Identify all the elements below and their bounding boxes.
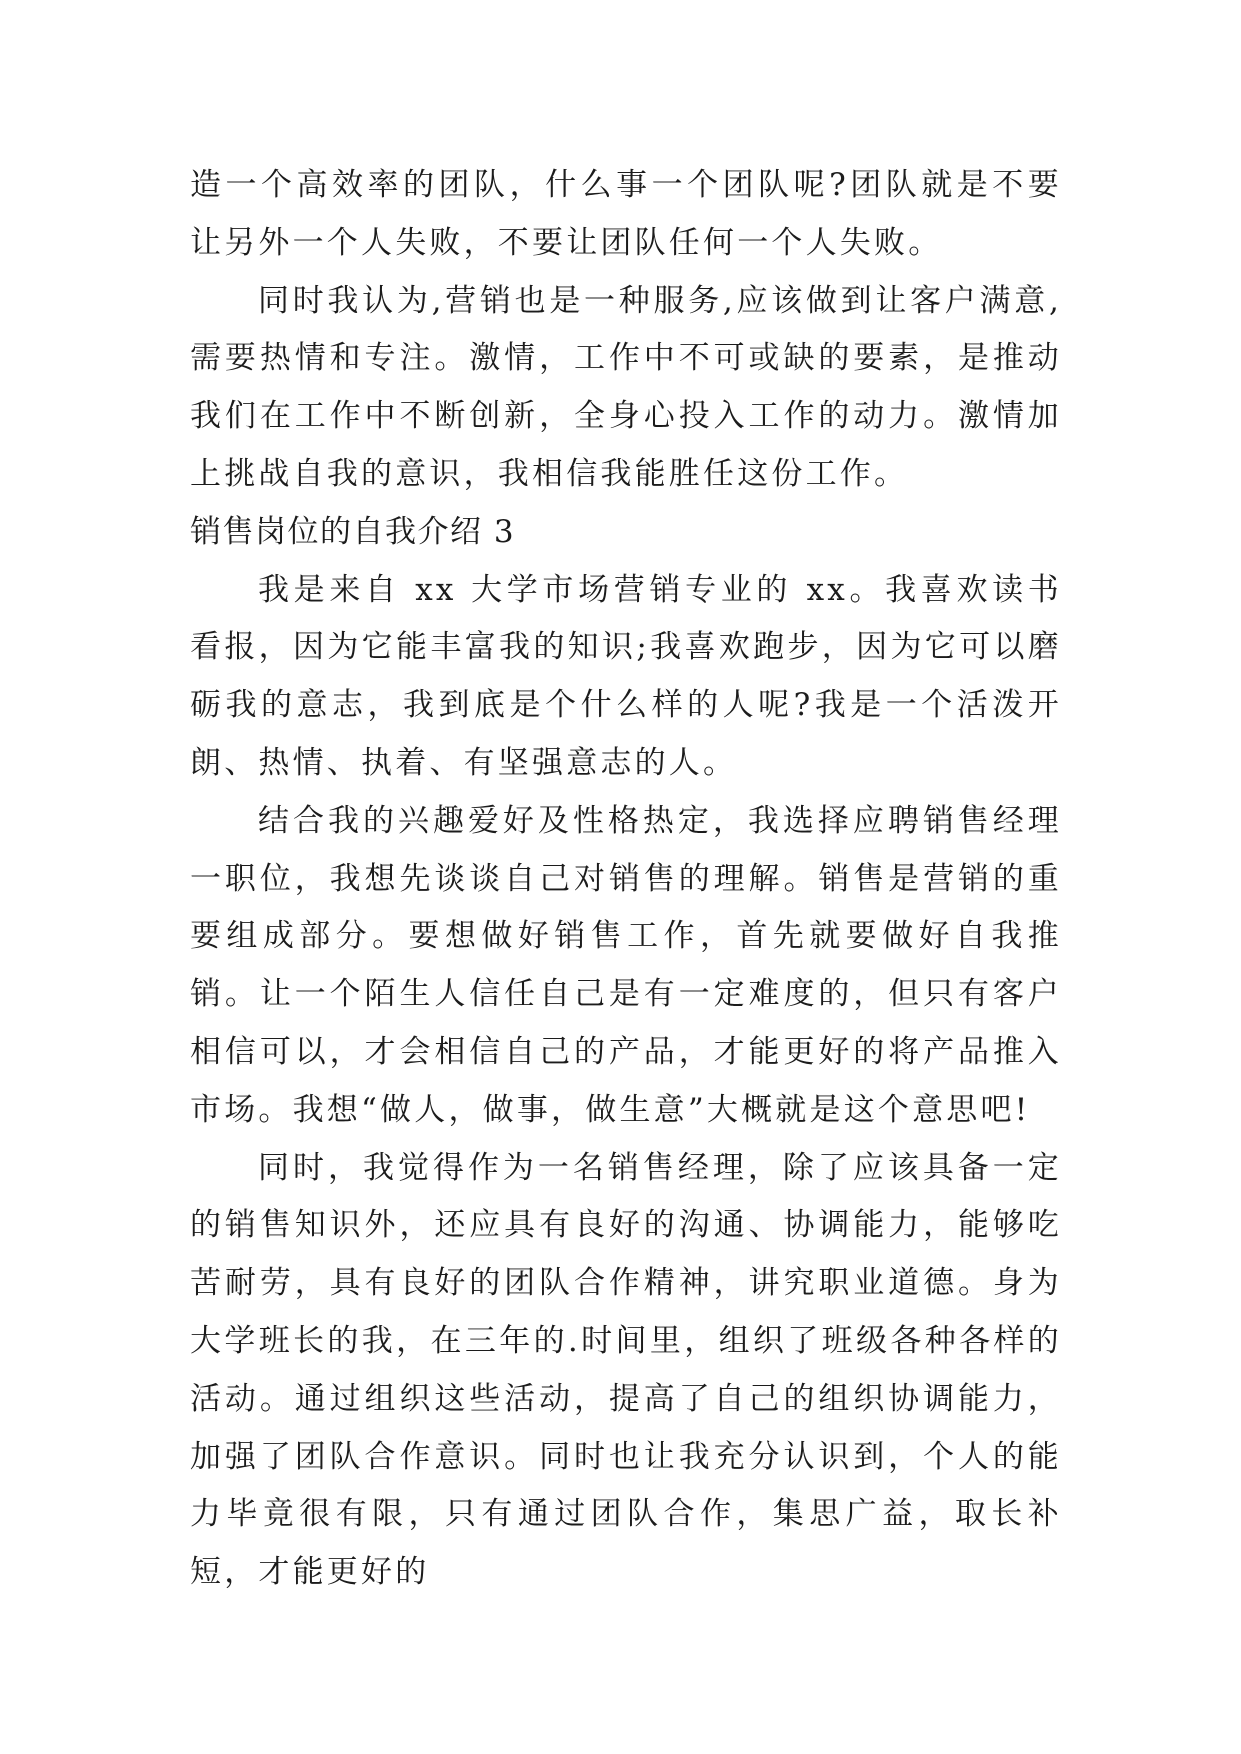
paragraph-sales-understanding: 结合我的兴趣爱好及性格热定，我选择应聘销售经理一职位，我想先谈谈自己对销售的理解。销售是营销的重要组成部分。要想做好销售工作，首先就要做好自我推销。让一个陌生人信任自己是有一定难度的，但只有客户相信可以，才会相信自己的产品，才能更好的将产品推入市场。我想“做人，做事，做生意”大概就是这个意思吧! <box>190 802 1062 1128</box>
paragraph-self-intro: 我是来自 xx 大学市场营销专业的 xx。我喜欢读书看报，因为它能丰富我的知识;我喜欢跑步，因为它可以磨砺我的意志，我到底是个什么样的人呢?我是一个活泼开朗、热情、执着、有坚强意志的人。 <box>190 571 1062 781</box>
document-body <box>190 157 1062 1602</box>
paragraph-team-continuation: 造一个高效率的团队，什么事一个团队呢?团队就是不要让另外一个人失败，不要让团队任何一个人失败。 <box>190 167 1062 261</box>
section-heading: 销售岗位的自我介绍 3 <box>190 513 516 550</box>
paragraph-service-passion: 同时我认为,营销也是一种服务,应该做到让客户满意,需要热情和专注。激情，工作中不可或缺的要素，是推动我们在工作中不断创新，全身心投入工作的动力。激情加上挑战自我的意识，我相信我能胜任这份工作。 <box>190 282 1062 492</box>
paragraph-sales-manager-skills: 同时，我觉得作为一名销售经理，除了应该具备一定的销售知识外，还应具有良好的沟通、协调能力，能够吃苦耐劳，具有良好的团队合作精神，讲究职业道德。身为大学班长的我，在三年的.时间里，组织了班级各种各样的活动。通过组织这些活动，提高了自己的组织协调能力，加强了团队合作意识。同时也让我充分认识到，个人的能力毕竟很有限，只有通过团队合作，集思广益，取长补短，才能更好的 <box>190 1149 1062 1591</box>
